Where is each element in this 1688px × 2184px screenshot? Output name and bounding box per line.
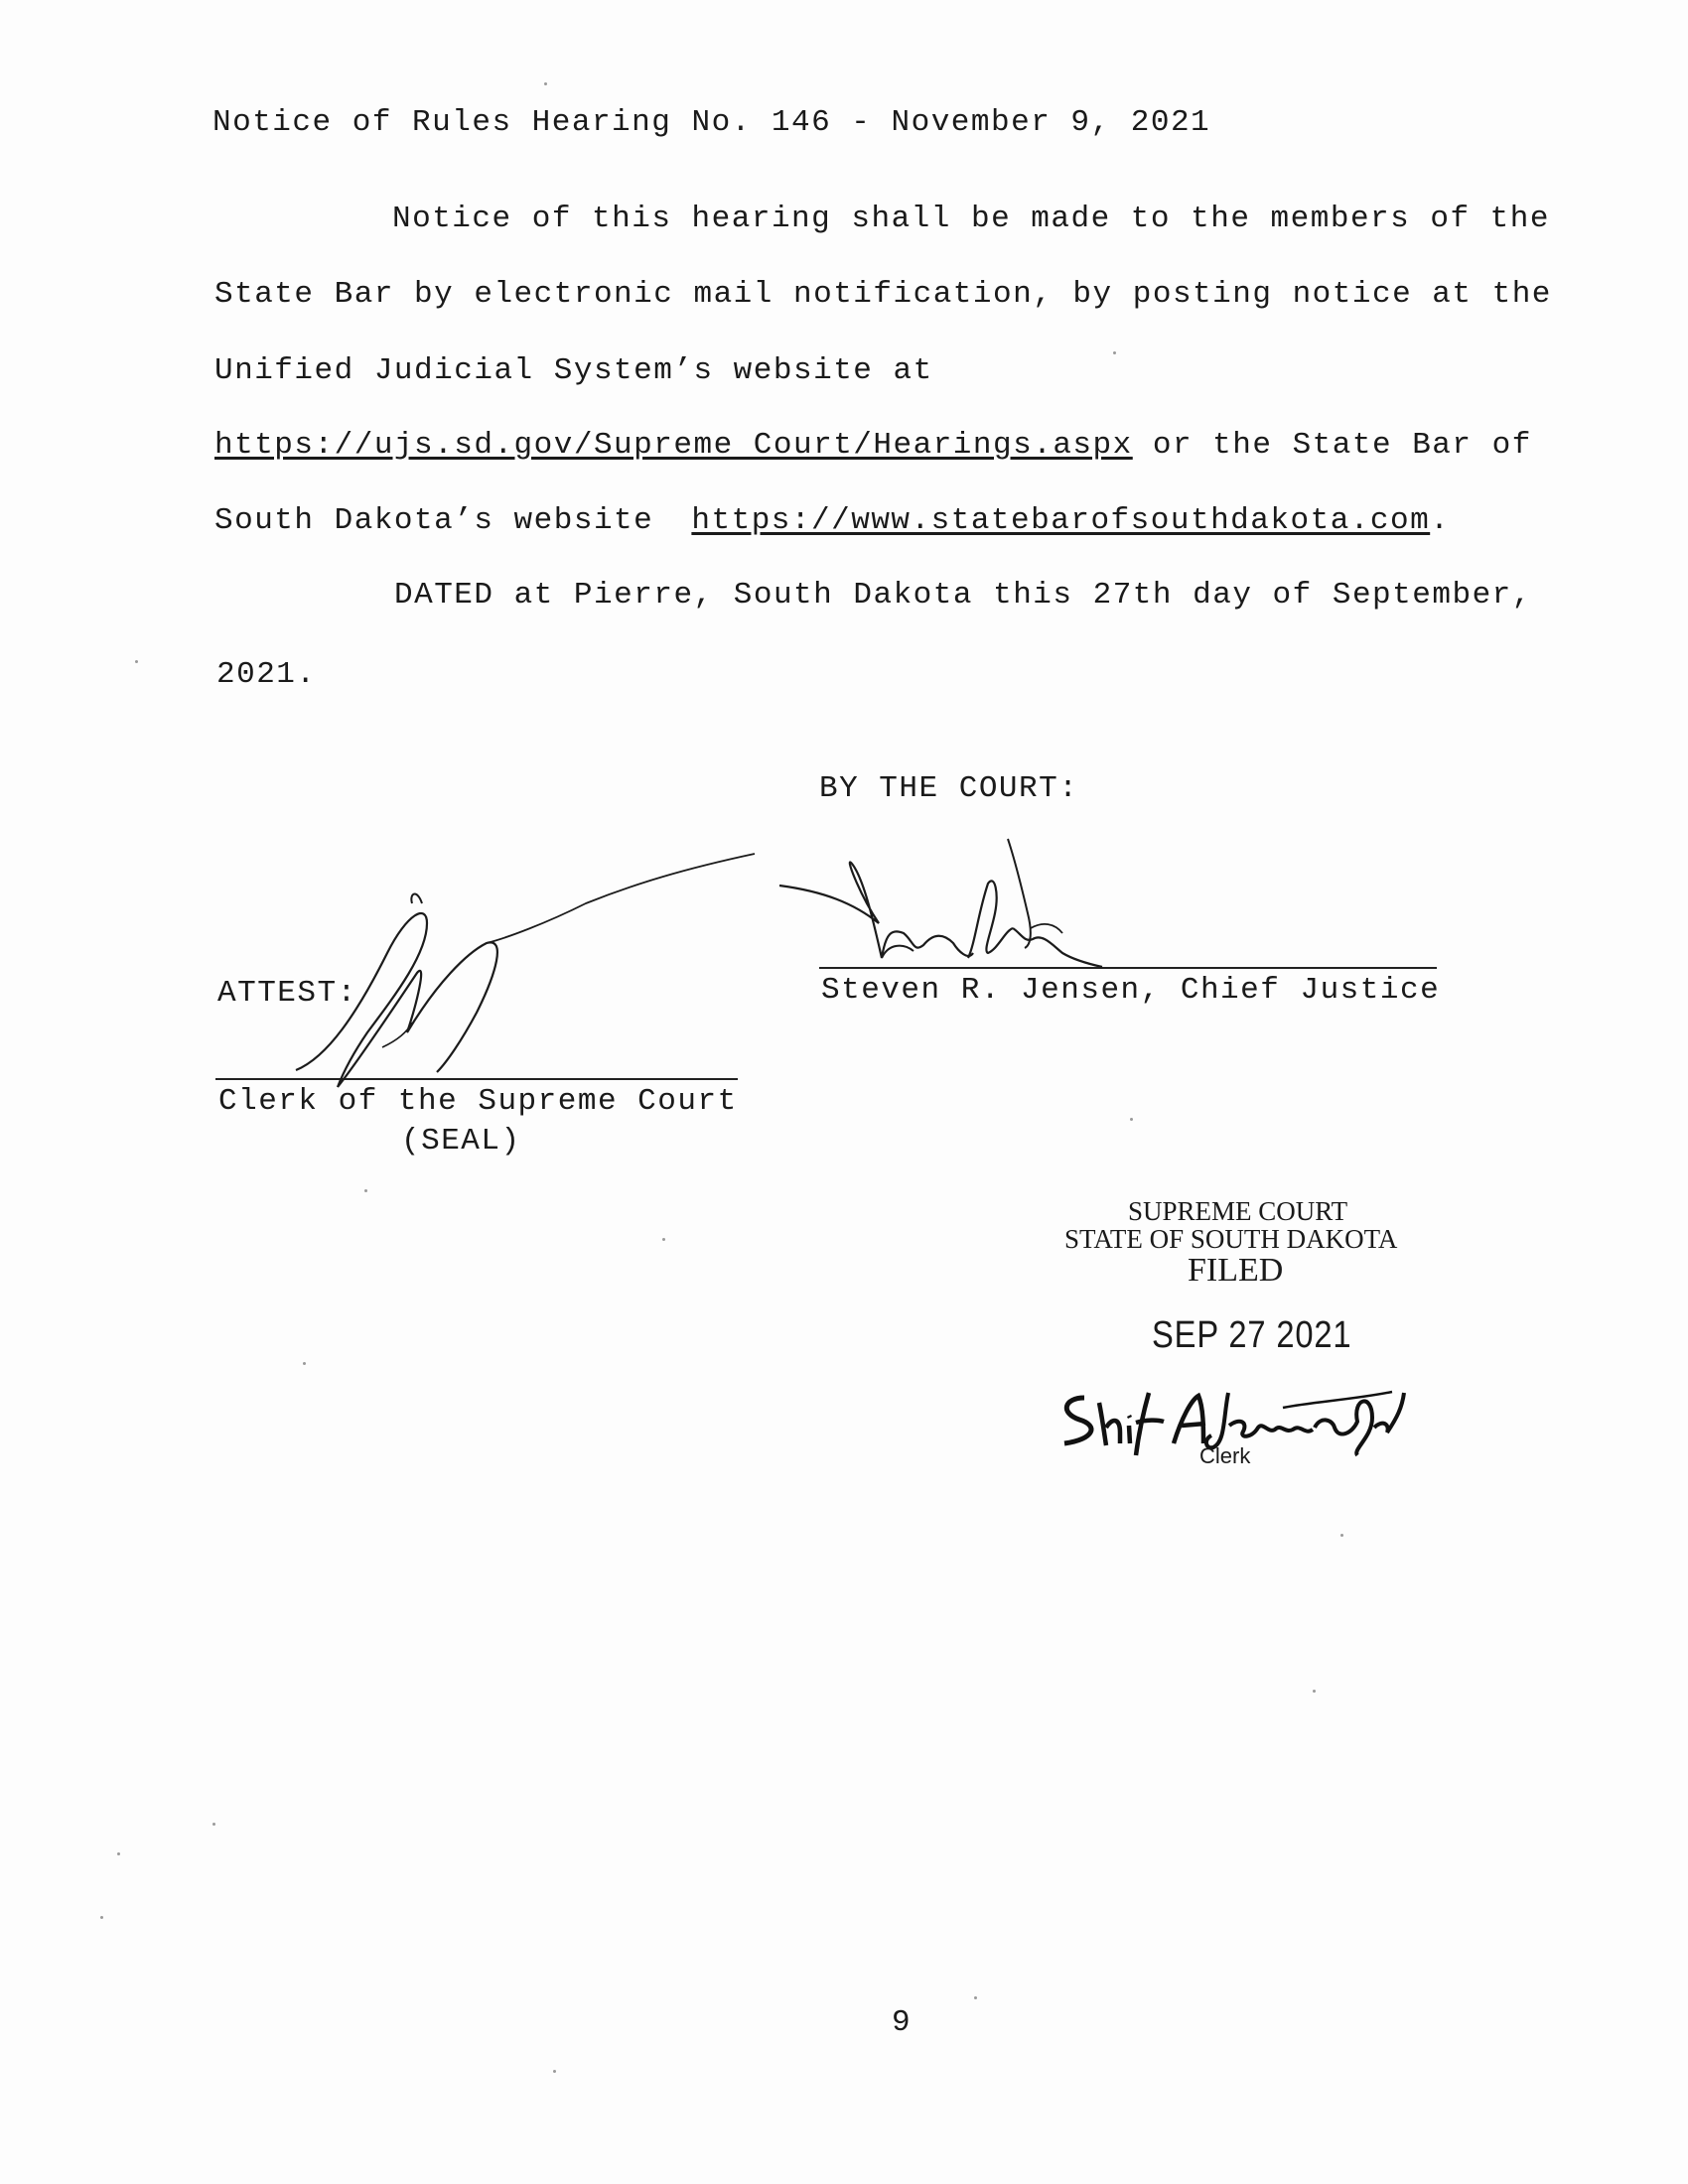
ujs-hearings-link[interactable]: https://ujs.sd.gov/Supreme Court/Hearings.aspx — [214, 428, 1133, 463]
scan-speck — [553, 2070, 556, 2073]
by-the-court-label: BY THE COURT: — [819, 771, 1079, 806]
scan-speck — [1313, 1690, 1316, 1693]
scan-speck — [135, 660, 138, 663]
attest-label: ATTEST: — [217, 976, 357, 1011]
chief-justice-signature — [765, 834, 1182, 983]
body-line-2: State Bar by electronic mail notification, by posting notice at the — [214, 277, 1552, 312]
scan-speck — [117, 1852, 120, 1855]
stamp-line-supreme-court: SUPREME COURT — [1128, 1196, 1348, 1226]
page-number: 9 — [892, 2005, 911, 2040]
scan-speck — [100, 1916, 103, 1919]
state-bar-link[interactable]: https://www.statebarofsouthdakota.com — [691, 503, 1431, 538]
document-header: Notice of Rules Hearing No. 146 - November 9, 2021 — [212, 105, 1211, 140]
body-line-3: Unified Judicial System’s website at — [214, 353, 933, 388]
dated-year: 2021. — [216, 657, 317, 692]
body-line-4 — [214, 428, 1532, 463]
body-line-5 — [214, 503, 1450, 538]
body-line-4-rest: or the State Bar of — [1152, 428, 1532, 463]
stamp-line-filed: FILED — [1188, 1252, 1284, 1289]
body-line-1: Notice of this hearing shall be made to the members of the — [392, 202, 1550, 236]
dated-line: DATED at Pierre, South Dakota this 27th day of September, — [394, 578, 1532, 613]
scan-speck — [974, 1996, 977, 1999]
scan-speck — [544, 82, 547, 85]
stamp-line-state: STATE OF SOUTH DAKOTA — [1064, 1224, 1398, 1254]
chief-justice-name: Steven R. Jensen, Chief Justice — [821, 973, 1441, 1008]
stamp-clerk-role: Clerk — [1199, 1443, 1251, 1468]
scan-speck — [662, 1238, 665, 1241]
clerk-signature — [288, 864, 774, 1092]
scan-speck — [364, 1189, 367, 1192]
clerk-title: Clerk of the Supreme Court — [218, 1084, 738, 1119]
body-line-5-end: . — [1430, 503, 1451, 538]
seal-label: (SEAL) — [401, 1124, 521, 1159]
scan-speck — [1340, 1534, 1343, 1537]
scan-speck — [1113, 351, 1116, 354]
scan-speck — [1130, 1118, 1133, 1121]
scan-speck — [303, 1362, 306, 1365]
body-line-5-start: South Dakota’s website — [214, 503, 654, 538]
stamp-date: SEP 27 2021 — [1152, 1314, 1352, 1356]
scan-speck — [212, 1823, 215, 1826]
